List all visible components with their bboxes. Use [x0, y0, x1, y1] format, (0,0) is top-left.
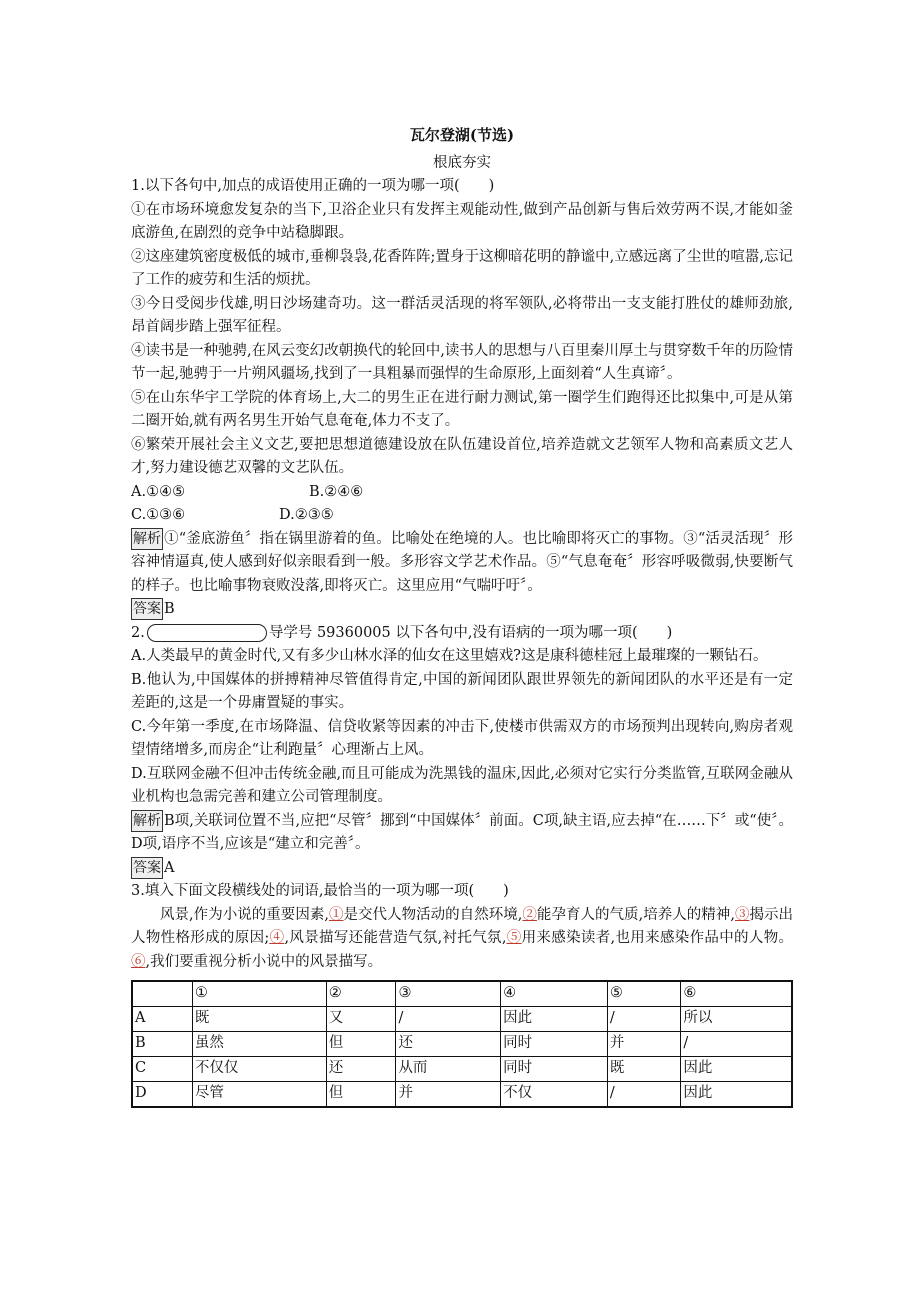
question-2-number: 2. [131, 624, 145, 641]
answer-text: B [164, 601, 175, 617]
question-2 [131, 622, 793, 881]
question-2-option: D.互联网金融不但冲击传统金融,而且可能成为洗黑钱的温床,因此,必须对它实行分类监管,互联网金融从业机构也急需完善和建立公司管理制度。 [131, 765, 793, 805]
table-cell: 既 [192, 1007, 326, 1032]
question-1-options-row [131, 481, 793, 505]
question-1-options-row [131, 504, 793, 528]
blank-marker: ① [328, 906, 344, 923]
table-cell: ⑤ [607, 981, 681, 1007]
table-cell: 尽管 [192, 1082, 326, 1108]
question-3 [131, 880, 793, 1108]
guide-badge-shape [147, 624, 267, 642]
question-2-option: B.他认为,中国媒体的拼搏精神尽管值得肯定,中国的新闻团队跟世界领先的新闻团队的水平还是有一定差距的,这是一个毋庸置疑的事实。 [131, 671, 793, 711]
passage-text: 风景,作为小说的重要因素, [160, 906, 329, 923]
table-row [132, 1082, 792, 1108]
question-2-analysis [131, 810, 793, 857]
table-cell: / [607, 1007, 681, 1032]
document-title: 瓦尔登湖(节选) [409, 126, 515, 144]
option-a: A.①④⑤ [131, 483, 186, 500]
table-cell: 还 [396, 1032, 501, 1057]
passage-text: 能孕育人的气质,培养人的精神, [536, 906, 735, 923]
passage-text: ,我们要重视分析小说中的风景描写。 [145, 953, 383, 970]
table-header-row [132, 981, 792, 1007]
blank-marker: ② [522, 906, 537, 923]
table-cell: 同时 [501, 1032, 608, 1057]
passage-text: 是交代人物活动的自然环境, [343, 906, 523, 923]
table-cell: 虽然 [192, 1032, 326, 1057]
option-d: D.②③⑤ [279, 507, 334, 523]
question-2-answer [131, 857, 793, 881]
table-cell: 又 [326, 1007, 396, 1032]
table-row [132, 1007, 792, 1032]
table-cell: ③ [396, 981, 501, 1007]
table-cell: 因此 [681, 1082, 792, 1108]
question-2-option: A.人类最早的黄金时代,又有多少山林水泽的仙女在这里嬉戏?这是康科德桂冠上最璀璨的一颗钻石。 [131, 648, 768, 664]
table-cell: C [132, 1057, 192, 1082]
blank-marker: ⑥ [131, 953, 146, 970]
question-2-text: 导学号 59360005 以下各句中,没有语病的一项为哪一项( ) [268, 624, 673, 641]
section-heading: 根底夯实 [433, 154, 491, 171]
table-cell: 所以 [681, 1007, 792, 1032]
passage-text: 揭示出人物性格形成的原因; [131, 906, 794, 946]
answer-text: A [164, 859, 175, 876]
table-cell: / [681, 1032, 792, 1057]
table-cell: 因此 [501, 1007, 608, 1032]
table-cell: 从而 [396, 1057, 501, 1082]
document-page [131, 118, 793, 1108]
table-cell: B [132, 1032, 192, 1057]
blank-marker: ③ [734, 906, 750, 923]
table-cell: 并 [396, 1082, 501, 1108]
question-1-item: ③今日受阅步伐雄,明日沙场建奇功。这一群活灵活现的将军领队,必将带出一支支能打胜仗的雄师劲旅,昂首阔步踏上强军征程。 [131, 295, 793, 335]
table-cell: 同时 [501, 1057, 608, 1082]
question-2-option: C.今年第一季度,在市场降温、信贷收紧等因素的冲击下,使楼市供需双方的市场预判出现转向,购房者观望情绪增多,而房企“让利跑量〞心理渐占上风。 [131, 718, 793, 758]
table-cell: 因此 [681, 1057, 792, 1082]
table-cell: ④ [501, 981, 608, 1007]
table-cell: ⑥ [681, 981, 792, 1007]
table-cell: / [396, 1007, 501, 1032]
question-1-answer [131, 598, 793, 622]
table-cell: 还 [326, 1057, 396, 1082]
answer-table [131, 980, 793, 1108]
table-cell: 但 [326, 1032, 396, 1057]
question-3-stem: 3.填入下面文段横线处的词语,最恰当的一项为哪一项( ) [131, 883, 509, 899]
analysis-tag: 解析 [131, 528, 163, 550]
blank-marker: ⑤ [506, 930, 522, 946]
table-cell: 不仅 [501, 1082, 608, 1108]
table-cell: D [132, 1082, 192, 1108]
table-cell: 并 [607, 1032, 681, 1057]
table-cell: ① [192, 981, 326, 1007]
question-1-item: ④读书是一种驰骋,在风云变幻改朝换代的轮回中,读书人的思想与八百里秦川厚土与贯穿数千年的历险情节一起,驰骋于一片朔风疆场,找到了一具粗暴而强悍的生命原形,上面刻着“人生真谛〞。 [131, 342, 793, 382]
answer-tag: 答案 [131, 857, 163, 879]
passage-text: 用来感染读者,也用来感染作品中的人物。 [521, 930, 794, 946]
answer-tag: 答案 [131, 598, 163, 620]
blank-marker: ④ [269, 930, 285, 946]
question-1 [131, 175, 793, 622]
passage-text: ,风景描写还能营造气氛,衬托气氛, [284, 930, 507, 946]
table-cell: 不仅仅 [192, 1057, 326, 1082]
question-2-stem [131, 622, 793, 646]
question-1-item: ⑤在山东华宇工学院的体育场上,大二的男生正在进行耐力测试,第一圈学生们跑得还比拟集中,可是从第二圈开始,就有两名男生开始气息奄奄,体力不支了。 [131, 389, 793, 429]
question-1-analysis [131, 528, 793, 599]
option-b: B.②④⑥ [309, 483, 364, 500]
table-cell: ② [326, 981, 396, 1007]
table-cell: A [132, 1007, 192, 1032]
question-1-item: ②这座建筑密度极低的城市,垂柳袅袅,花香阵阵;置身于这柳暗花明的静谧中,立感远离了尘世的喧嚣,忘记了工作的疲劳和生活的烦扰。 [131, 248, 793, 288]
table-cell [132, 981, 192, 1007]
analysis-text: ①“釜底游鱼〞指在锅里游着的鱼。比喻处在绝境的人。也比喻即将灭亡的事物。③“活灵活现〞形容神情逼真,使人感到好似亲眼看到一般。多形容文学艺术作品。⑤“气息奄奄〞形容呼吸微弱,快要断气的样子。也比喻事物衰败没落,即将灭亡。这里应用“气喘吁吁〞。 [131, 530, 793, 594]
question-1-item: ①在市场环境愈发复杂的当下,卫浴企业只有发挥主观能动性,做到产品创新与售后效劳两不误,才能如釜底游鱼,在剧烈的竞争中站稳脚跟。 [131, 201, 793, 241]
table-cell: 但 [326, 1082, 396, 1108]
table-cell: 既 [607, 1057, 681, 1082]
question-3-passage [131, 904, 793, 975]
analysis-text: B项,关联词位置不当,应把“尽管〞挪到“中国媒体〞前面。C项,缺主语,应去掉“在……下〞或“使〞。D项,语序不当,应该是“建立和完善〞。 [131, 812, 793, 852]
question-1-item: ⑥繁荣开展社会主义文艺,要把思想道德建设放在队伍建设首位,培养造就文艺领军人物和高素质文艺人才,努力建设德艺双馨的文艺队伍。 [131, 436, 793, 476]
table-cell: / [607, 1082, 681, 1108]
table-row [132, 1032, 792, 1057]
option-c: C.①③⑥ [131, 507, 186, 523]
table-row [132, 1057, 792, 1082]
question-1-stem: 1.以下各句中,加点的成语使用正确的一项为哪一项( ) [131, 178, 495, 194]
analysis-tag: 解析 [131, 810, 163, 832]
